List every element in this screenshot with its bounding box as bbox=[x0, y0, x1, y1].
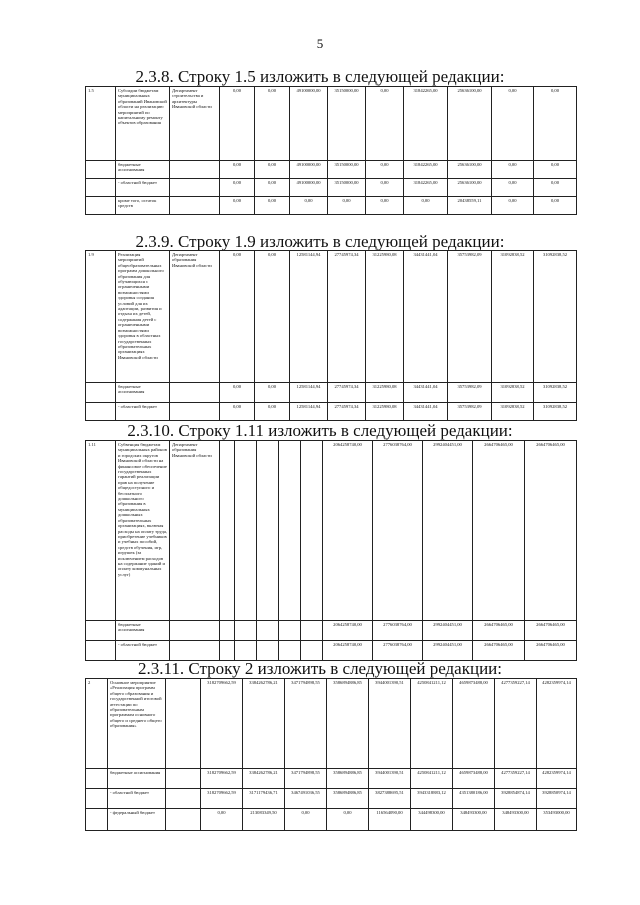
value-cell: 2992404451,00 bbox=[423, 641, 473, 661]
row-name-cell: Реализация мероприятий общеобразовательных программ дошкольного образования для обучающихся с ограниченными возможностями здоровья создания условий для их адаптации, развития и отдыха их детей, содержания детей с ограниченными возможностями здоровья в областных государственных образовательных организациях Ивановской области bbox=[116, 251, 170, 383]
value-cell: 0,00 bbox=[255, 383, 290, 403]
heading-2-3-9: 2.3.9. Строку 1.9 изложить в следующей редакции: bbox=[135, 232, 505, 251]
value-cell: 2992404451,00 bbox=[423, 441, 473, 621]
value-cell: 0,00 bbox=[327, 809, 369, 831]
value-cell: 35150000,00 bbox=[328, 179, 366, 197]
row-number-cell bbox=[86, 403, 116, 421]
table-row bbox=[86, 641, 577, 661]
value-cell: 35753982,09 bbox=[448, 383, 492, 403]
value-cell: 353493000,00 bbox=[537, 809, 577, 831]
value-cell: 3827388695,51 bbox=[369, 789, 411, 809]
executor-cell bbox=[170, 403, 220, 421]
table-row bbox=[86, 161, 577, 179]
value-cell: 31092838,52 bbox=[534, 383, 577, 403]
value-cell: 0,00 bbox=[534, 179, 577, 197]
value-cell: 348493300,00 bbox=[495, 809, 537, 831]
value-cell: 27745974,34 bbox=[328, 403, 366, 421]
value-cell bbox=[257, 441, 279, 621]
value-cell: 31842265,00 bbox=[404, 161, 448, 179]
value-cell: 3928850974,14 bbox=[537, 789, 577, 809]
value-cell: 20438559,11 bbox=[448, 197, 492, 215]
executor-cell bbox=[166, 809, 201, 831]
value-cell: 2664706465,00 bbox=[473, 441, 525, 621]
heading-2-3-11: 2.3.11. Строку 2 изложить в следующей редакции: bbox=[137, 659, 503, 678]
value-cell: 2664706465,00 bbox=[473, 621, 525, 641]
table-row bbox=[86, 383, 577, 403]
row-name-cell: бюджетные ассигнования bbox=[116, 383, 170, 403]
value-cell: 0,00 bbox=[492, 87, 534, 161]
value-cell: 0,00 bbox=[220, 251, 255, 383]
value-cell: 3471794898,55 bbox=[285, 769, 327, 789]
value-cell: 3943318883,12 bbox=[411, 789, 453, 809]
row-number-cell bbox=[86, 383, 116, 403]
value-cell bbox=[220, 621, 235, 641]
value-cell: 25636100,00 bbox=[448, 87, 492, 161]
value-cell bbox=[301, 621, 323, 641]
value-cell: 35753982,09 bbox=[448, 403, 492, 421]
value-cell: 0,00 bbox=[366, 197, 404, 215]
value-cell: 49100000,00 bbox=[290, 161, 328, 179]
table-row-2 bbox=[85, 678, 617, 831]
value-cell: 0,00 bbox=[220, 383, 255, 403]
executor-cell bbox=[166, 769, 201, 789]
value-cell: 4659873488,00 bbox=[453, 769, 495, 789]
value-cell bbox=[235, 441, 257, 621]
table-row bbox=[86, 179, 577, 197]
value-cell bbox=[257, 641, 279, 661]
value-cell: 2664706465,00 bbox=[525, 441, 577, 621]
value-cell: 4277359227,14 bbox=[495, 769, 537, 789]
value-cell bbox=[235, 641, 257, 661]
executor-cell bbox=[170, 197, 220, 215]
value-cell: 2992404451,00 bbox=[423, 621, 473, 641]
value-cell bbox=[301, 441, 323, 621]
executor-cell: Департамент образования Ивановской области bbox=[170, 441, 220, 621]
value-cell: 0,00 bbox=[220, 197, 255, 215]
row-number-cell bbox=[86, 769, 108, 789]
value-cell: 3471794898,55 bbox=[285, 679, 327, 769]
row-name-cell: Субсидии бюджетам муниципальных образований Ивановской области на реализацию мероприятий по капитальному ремонту объектов образования bbox=[116, 87, 170, 161]
row-number-cell: 1.11 bbox=[86, 441, 116, 621]
value-cell: 34431441,04 bbox=[404, 251, 448, 383]
row-name-cell: бюджетные ассигнования bbox=[116, 161, 170, 179]
executor-cell bbox=[170, 383, 220, 403]
value-cell: 2664706465,00 bbox=[525, 621, 577, 641]
value-cell: 31092838,52 bbox=[492, 403, 534, 421]
row-name-cell: - областной бюджет bbox=[116, 179, 170, 197]
value-cell: 35150000,00 bbox=[328, 87, 366, 161]
value-cell: 0,00 bbox=[366, 161, 404, 179]
value-cell: 4277359227,14 bbox=[495, 679, 537, 769]
value-cell: 213083349,50 bbox=[243, 809, 285, 831]
value-cell: 12581144,94 bbox=[290, 251, 328, 383]
row-name-cell: - областной бюджет bbox=[116, 403, 170, 421]
value-cell: 34431441,04 bbox=[404, 403, 448, 421]
row-number-cell bbox=[86, 809, 108, 831]
value-cell: 3182709662,59 bbox=[201, 769, 243, 789]
value-cell: 0,00 bbox=[220, 161, 255, 179]
table-row bbox=[86, 441, 577, 621]
value-cell: 2064258740,00 bbox=[323, 441, 373, 621]
value-cell: 4282359974,14 bbox=[537, 679, 577, 769]
value-cell bbox=[279, 621, 301, 641]
row-name-cell: бюджетные ассигнования bbox=[108, 769, 166, 789]
value-cell: 4250841211,12 bbox=[411, 769, 453, 789]
row-name-cell: бюджетные ассигнования bbox=[116, 621, 170, 641]
row-number-cell: 2 bbox=[86, 679, 108, 769]
value-cell: 0,00 bbox=[285, 809, 327, 831]
value-cell: 31225980,08 bbox=[366, 403, 404, 421]
row-number-cell bbox=[86, 621, 116, 641]
table-row bbox=[86, 403, 577, 421]
value-cell: 0,00 bbox=[201, 809, 243, 831]
value-cell: 4659873488,00 bbox=[453, 679, 495, 769]
table-row bbox=[86, 87, 577, 161]
value-cell: 0,00 bbox=[220, 179, 255, 197]
value-cell: 25636100,00 bbox=[448, 179, 492, 197]
row-name-cell: - областной бюджет bbox=[108, 789, 166, 809]
table-row bbox=[86, 251, 577, 383]
value-cell: 27745974,34 bbox=[328, 383, 366, 403]
value-cell: 31842265,00 bbox=[404, 179, 448, 197]
value-cell: 0,00 bbox=[255, 197, 290, 215]
row-number-cell bbox=[86, 179, 116, 197]
value-cell: 4282359974,14 bbox=[537, 769, 577, 789]
executor-cell bbox=[170, 621, 220, 641]
heading-2-3-8: 2.3.8. Строку 1.5 изложить в следующей редакции: bbox=[135, 67, 505, 86]
value-cell: 27745974,34 bbox=[328, 251, 366, 383]
value-cell: 34431441,04 bbox=[404, 383, 448, 403]
value-cell: 0,00 bbox=[366, 179, 404, 197]
value-cell: 2664706465,00 bbox=[473, 641, 525, 661]
value-cell: 348493300,00 bbox=[453, 809, 495, 831]
value-cell: 0,00 bbox=[255, 403, 290, 421]
table-row bbox=[86, 197, 577, 215]
value-cell: 31225980,08 bbox=[366, 251, 404, 383]
value-cell: 3944001390,51 bbox=[369, 679, 411, 769]
executor-cell: Департамент образования Ивановской области bbox=[170, 251, 220, 383]
executor-cell bbox=[170, 641, 220, 661]
value-cell: 31225980,08 bbox=[366, 383, 404, 403]
value-cell: 2664706465,00 bbox=[525, 641, 577, 661]
value-cell: 0,00 bbox=[366, 87, 404, 161]
value-cell: 49100000,00 bbox=[290, 179, 328, 197]
table-row bbox=[86, 769, 617, 789]
value-cell: 2776038764,00 bbox=[373, 441, 423, 621]
table-row-1-11 bbox=[85, 440, 577, 661]
table-row bbox=[86, 621, 577, 641]
row-number-cell: 1.9 bbox=[86, 251, 116, 383]
value-cell: 0,00 bbox=[220, 403, 255, 421]
value-cell: 31842265,00 bbox=[404, 87, 448, 161]
executor-cell bbox=[170, 161, 220, 179]
row-name-cell: - федеральный бюджет bbox=[108, 809, 166, 831]
value-cell: 12581144,94 bbox=[290, 403, 328, 421]
value-cell: 0,00 bbox=[220, 87, 255, 161]
value-cell: 4351380186,00 bbox=[453, 789, 495, 809]
executor-cell bbox=[166, 789, 201, 809]
row-number-cell bbox=[86, 161, 116, 179]
value-cell: 35150000,00 bbox=[328, 161, 366, 179]
value-cell: 3384262786,21 bbox=[243, 679, 285, 769]
value-cell: 2064258740,00 bbox=[323, 641, 373, 661]
value-cell: 3171179436,71 bbox=[243, 789, 285, 809]
table-row-1-5 bbox=[85, 86, 577, 215]
value-cell: 31092838,52 bbox=[492, 251, 534, 383]
row-name-cell: Основное мероприятие «Реализация программ общего образования и государственной итоговой аттестации по образовательным программам основного общего и среднего общего образования» bbox=[108, 679, 166, 769]
value-cell: 0,00 bbox=[492, 161, 534, 179]
value-cell: 0,00 bbox=[255, 87, 290, 161]
value-cell: 2064258740,00 bbox=[323, 621, 373, 641]
heading-2-3-10: 2.3.10. Строку 1.11 изложить в следующей редакции: bbox=[127, 421, 513, 440]
table-row-1-9 bbox=[85, 250, 577, 421]
value-cell: 0,00 bbox=[404, 197, 448, 215]
value-cell: 0,00 bbox=[534, 87, 577, 161]
value-cell: 3944001390,51 bbox=[369, 769, 411, 789]
value-cell bbox=[220, 441, 235, 621]
row-number-cell bbox=[86, 641, 116, 661]
value-cell: 0,00 bbox=[255, 251, 290, 383]
value-cell: 2776038764,00 bbox=[373, 641, 423, 661]
row-name-cell: - областной бюджет bbox=[116, 641, 170, 661]
value-cell: 3586894886,85 bbox=[327, 679, 369, 769]
value-cell: 3467491036,55 bbox=[285, 789, 327, 809]
value-cell: 0,00 bbox=[328, 197, 366, 215]
value-cell: 4250841211,12 bbox=[411, 679, 453, 769]
value-cell: 3384262786,21 bbox=[243, 769, 285, 789]
row-name-cell: Субвенция бюджетам муниципальных районов и городских округов Ивановской области на финансовое обеспечение государственных гарантий реализации прав на получение общедоступного и бесплатного дошкольного образования в муниципальных дошкольных образовательных организациях, включая расходы на оплату труда, приобретение учебников и учебных пособий, средств обучения, игр, игрушек (за исключением расходов на содержание зданий и оплату коммунальных услуг) bbox=[116, 441, 170, 621]
value-cell: 35753982,09 bbox=[448, 251, 492, 383]
value-cell bbox=[301, 641, 323, 661]
row-number-cell: 1.5 bbox=[86, 87, 116, 161]
page-number: 5 bbox=[316, 36, 324, 51]
executor-cell bbox=[166, 679, 201, 769]
value-cell: 3586894886,85 bbox=[327, 769, 369, 789]
value-cell: 0,00 bbox=[492, 179, 534, 197]
value-cell: 0,00 bbox=[492, 197, 534, 215]
row-name-cell: кроме того, остаток средств bbox=[116, 197, 170, 215]
value-cell: 0,00 bbox=[255, 161, 290, 179]
executor-cell: Департамент строительства и архитектуры Ивановской области bbox=[170, 87, 220, 161]
value-cell bbox=[257, 621, 279, 641]
value-cell: 3928854874,14 bbox=[495, 789, 537, 809]
value-cell: 12581144,94 bbox=[290, 383, 328, 403]
row-number-cell bbox=[86, 197, 116, 215]
value-cell bbox=[279, 641, 301, 661]
value-cell bbox=[220, 641, 235, 661]
table-row bbox=[86, 679, 617, 769]
value-cell: 49100000,00 bbox=[290, 87, 328, 161]
value-cell: 0,00 bbox=[534, 161, 577, 179]
value-cell bbox=[235, 621, 257, 641]
value-cell: 0,00 bbox=[290, 197, 328, 215]
value-cell: 3182709662,59 bbox=[201, 789, 243, 809]
value-cell: 0,00 bbox=[255, 179, 290, 197]
value-cell: 3182709662,59 bbox=[201, 679, 243, 769]
executor-cell bbox=[170, 179, 220, 197]
value-cell: 31092838,52 bbox=[492, 383, 534, 403]
value-cell: 25636100,00 bbox=[448, 161, 492, 179]
value-cell: 31092838,52 bbox=[534, 403, 577, 421]
value-cell: 2776038764,00 bbox=[373, 621, 423, 641]
value-cell bbox=[279, 441, 301, 621]
value-cell: 116564090,00 bbox=[369, 809, 411, 831]
table-row bbox=[86, 789, 617, 809]
table-row bbox=[86, 809, 617, 831]
value-cell: 3586894886,85 bbox=[327, 789, 369, 809]
row-number-cell bbox=[86, 789, 108, 809]
value-cell: 0,00 bbox=[534, 197, 577, 215]
value-cell: 31092838,52 bbox=[534, 251, 577, 383]
value-cell: 344498300,00 bbox=[411, 809, 453, 831]
